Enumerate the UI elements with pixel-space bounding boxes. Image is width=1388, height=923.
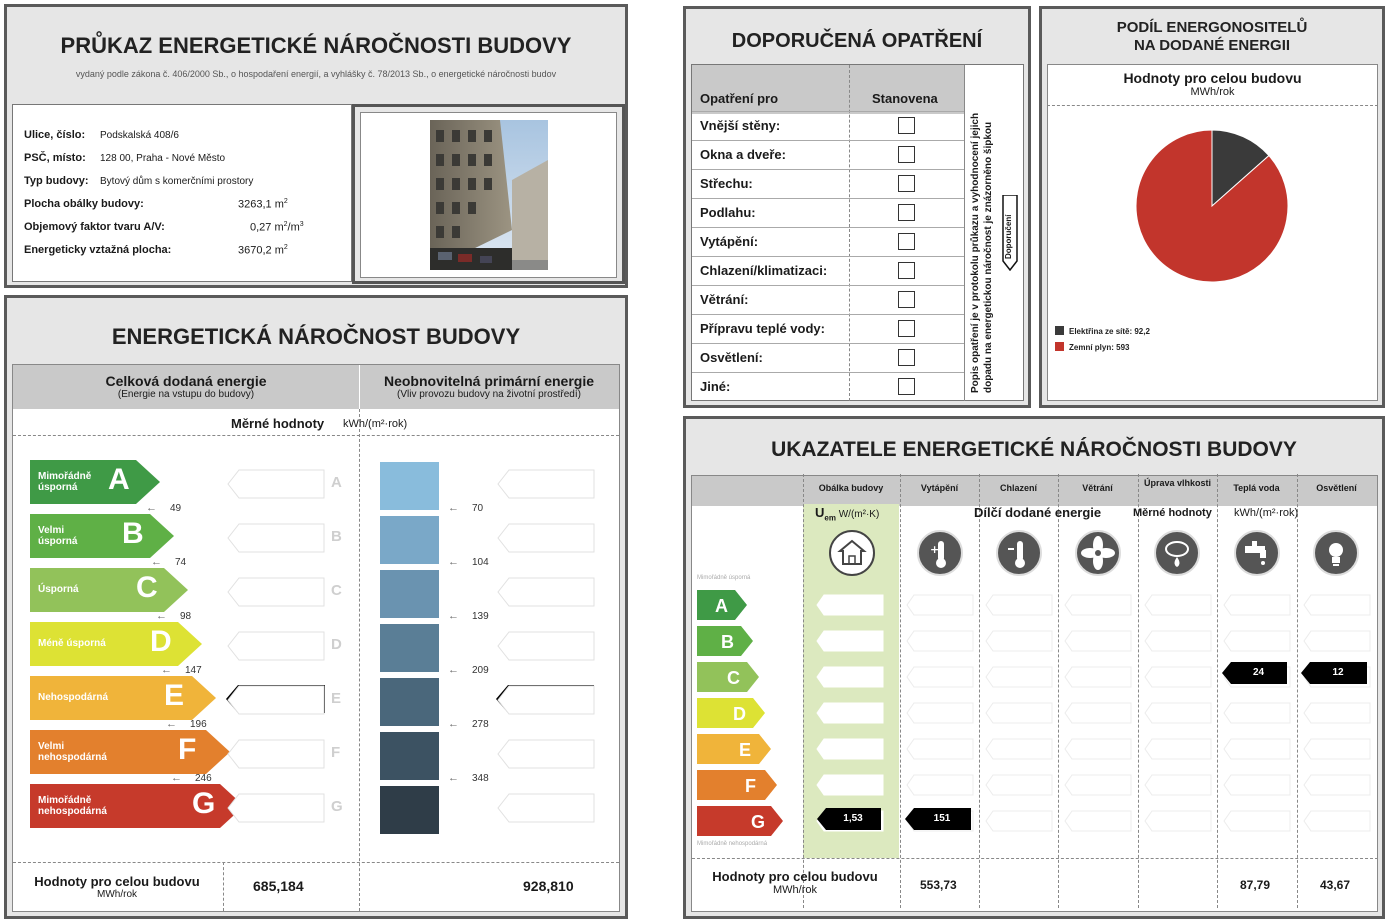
measure-row <box>692 140 964 169</box>
carriers-title: PODÍL ENERGONOSITELŮ NA DODANÉ ENERGII <box>1116 19 1308 54</box>
delivered-total: 685,184 <box>253 878 304 894</box>
measures-side-note: Popis opatření je v protokolu průkazu a vyhodnocení jejich dopadu na energetickou náročnost je znázorněno šipkou <box>970 112 994 393</box>
lighting-total: 43,67 <box>1320 878 1351 892</box>
indicator-column-heading: Větrání <box>1082 483 1113 493</box>
indicator-slot <box>985 774 1053 796</box>
primary-energy-band <box>380 678 439 726</box>
primary-class-slot <box>497 739 595 769</box>
ghost-class-letter: C <box>331 582 342 599</box>
primary-class-slot <box>497 631 595 661</box>
delivered-threshold: ← 147 <box>185 665 202 676</box>
indicator-class-arrow-e <box>697 734 771 764</box>
delivered-threshold: ← 98 <box>180 611 191 622</box>
measure-label: Okna a dveře: <box>700 147 786 162</box>
measure-row <box>692 256 964 285</box>
primary-threshold: ← 104 <box>472 557 489 568</box>
class-letter: F <box>178 733 197 766</box>
measure-label: Střechu: <box>700 176 753 191</box>
hot-water-value: 24 <box>1252 667 1265 678</box>
svg-text:B: B <box>721 632 734 652</box>
performance-table: Celková dodaná energie (Energie na vstupu do budovy) Neobnovitelná primární energie (Vliv provozu budovy na životní prostředí) Měrné hodnoty kWh/(m²·rok) Hodnoty pro celou budovu MWh/rok 685,184 928,810 <box>12 364 620 912</box>
recommended-label: Doporučení <box>1004 214 1013 259</box>
indicator-column-heading: Vytápění <box>920 483 959 493</box>
class-letter: D <box>150 625 172 658</box>
type-label: Typ budovy: <box>24 175 89 187</box>
indicator-slot <box>1064 630 1132 652</box>
svg-text:E: E <box>739 740 752 760</box>
delivered-threshold: ← 196 <box>190 719 207 730</box>
measure-checkbox[interactable] <box>898 146 915 163</box>
class-arrow-a <box>30 460 160 504</box>
measure-col-heading: Opatření pro <box>700 91 779 106</box>
measure-checkbox[interactable] <box>898 175 915 192</box>
primary-threshold: ← 348 <box>472 773 489 784</box>
class-letter: C <box>136 571 158 604</box>
indicator-slot <box>906 738 974 760</box>
class-letter: G <box>192 787 216 820</box>
class-arrow-g <box>30 784 244 828</box>
indicator-slot <box>1144 702 1212 724</box>
city-label: PSČ, místo: <box>24 152 86 164</box>
shape-label: Objemový faktor tvaru A/V: <box>24 221 165 233</box>
indicator-slot <box>1303 738 1371 760</box>
legend-label: Zemní plyn: 593 <box>1069 343 1130 352</box>
indicator-slot <box>1064 594 1132 616</box>
class-label: Mimořádně nehospodárná <box>38 795 107 817</box>
ghost-class-letter: F <box>331 744 341 761</box>
class-letter: A <box>108 463 130 496</box>
class-label: Velmi nehospodárná <box>38 741 107 763</box>
indicator-slot <box>1303 594 1371 616</box>
certificate-title: PRŮKAZ ENERGETICKÉ NÁROČNOSTI BUDOVY <box>60 33 572 58</box>
delivered-class-slot <box>227 631 325 661</box>
indicator-slot <box>1223 702 1291 724</box>
primary-energy-band <box>380 570 439 618</box>
measure-checkbox[interactable] <box>898 204 915 221</box>
delivered-class-slot <box>227 469 325 499</box>
measure-checkbox[interactable] <box>898 291 915 308</box>
partial-energy-label: Dílčí dodané energie <box>974 505 1102 520</box>
primary-class-slot <box>497 523 595 553</box>
primary-energy-band <box>380 624 439 672</box>
indicator-slot <box>816 594 884 616</box>
indicator-column-heading: Osvětlení <box>1316 483 1357 493</box>
svg-text:C: C <box>727 668 740 688</box>
legend-swatch <box>1055 342 1064 351</box>
indicator-slot <box>1303 630 1371 652</box>
indicator-slot <box>1223 594 1291 616</box>
building-photo <box>430 120 548 270</box>
ghost-class-letter: G <box>331 798 343 815</box>
delivered-threshold: ← 74 <box>175 557 186 568</box>
primary-class-slot <box>497 793 595 823</box>
measure-row <box>692 372 964 401</box>
measure-label: Větrání: <box>700 292 749 307</box>
type-value: Bytový dům s komerčními prostory <box>100 176 254 187</box>
envelope-value: 3263,1 $m^2$ <box>238 198 288 211</box>
scale-top-label: Mimořádně úsporná <box>697 575 751 581</box>
primary-threshold: ← 278 <box>472 719 489 730</box>
indicator-slot <box>1064 702 1132 724</box>
svg-text:A: A <box>715 596 728 616</box>
class-letter: B <box>122 517 144 550</box>
energy-carriers-panel <box>1039 6 1385 408</box>
indicator-slot <box>906 666 974 688</box>
indicator-slot <box>1144 810 1212 832</box>
measure-label: Vytápění: <box>700 234 759 249</box>
indicator-slot <box>985 702 1053 724</box>
shape-value: 0,27 $m^2/m^3$ <box>250 221 304 234</box>
indicators-specific-label: Měrné hodnoty <box>1133 507 1212 519</box>
legend-swatch <box>1055 326 1064 335</box>
measure-checkbox[interactable] <box>898 349 915 366</box>
measure-row <box>692 343 964 372</box>
indicator-column-heading: Úprava vlhkosti <box>1143 478 1212 488</box>
indicator-slot <box>1223 738 1291 760</box>
indicator-slot <box>1064 810 1132 832</box>
indicator-class-arrow-d <box>697 698 765 728</box>
humidity-icon <box>1154 530 1200 576</box>
delivered-class-slot <box>227 793 325 823</box>
indicator-slot <box>1303 702 1371 724</box>
primary-class-slot <box>497 469 595 499</box>
indicator-slot <box>816 702 884 724</box>
measure-checkbox[interactable] <box>898 117 915 134</box>
delivered-class-slot <box>227 577 325 607</box>
measure-label: Osvětlení: <box>700 350 763 365</box>
scale-bottom-label: Mimořádně nehospodárná <box>697 841 768 847</box>
street-label: Ulice, číslo: <box>24 129 86 141</box>
delivered-threshold: ← 246 <box>195 773 212 784</box>
primary-energy-band <box>380 462 439 510</box>
indicator-slot <box>1064 666 1132 688</box>
set-col-heading: Stanovena <box>872 91 938 106</box>
measure-label: Vnější stěny: <box>700 118 781 133</box>
indicator-slot <box>906 702 974 724</box>
ghost-class-letter: E <box>331 690 342 707</box>
indicator-slot <box>906 594 974 616</box>
measure-label: Podlahu: <box>700 205 756 220</box>
fan-icon <box>1075 530 1121 576</box>
indicator-class-arrow-c <box>697 662 759 692</box>
street-value: Podskalská 408/6 <box>100 130 179 141</box>
heating-value: 151 <box>933 813 951 824</box>
class-label: Méně úsporná <box>38 638 106 649</box>
performance-title: ENERGETICKÁ NÁROČNOST BUDOVY <box>111 324 521 349</box>
indicator-slot <box>1144 630 1212 652</box>
ghost-class-letter: A <box>331 474 342 491</box>
envelope-value: 1,53 <box>843 813 863 824</box>
measure-checkbox[interactable] <box>898 320 915 337</box>
measure-checkbox[interactable] <box>898 233 915 250</box>
measure-checkbox[interactable] <box>898 378 915 395</box>
primary-threshold: ← 139 <box>472 611 489 622</box>
indicator-slot <box>816 738 884 760</box>
energy-carriers-pie-chart <box>1047 106 1378 396</box>
indicator-slot <box>1144 666 1212 688</box>
primary-class-slot <box>497 685 595 715</box>
primary-total: 928,810 <box>523 878 574 894</box>
svg-text:G: G <box>751 812 766 832</box>
measure-label: Přípravu teplé vody: <box>700 321 825 336</box>
measure-row <box>692 227 964 256</box>
indicator-slot <box>1223 810 1291 832</box>
delivered-class-slot <box>227 523 325 553</box>
indicator-slot <box>1064 738 1132 760</box>
indicator-slot <box>985 594 1053 616</box>
indicator-slot <box>1144 738 1212 760</box>
indicators-specific-unit: kWh/(m²·rok) <box>1234 507 1299 519</box>
totals-label: Hodnoty pro celou budovu MWh/rok <box>34 874 200 900</box>
measure-row <box>692 111 964 140</box>
indicator-slot <box>985 630 1053 652</box>
indicator-class-arrow-b <box>697 626 753 656</box>
delivered-threshold: ← 49 <box>170 503 181 514</box>
lightbulb-icon <box>1313 530 1359 576</box>
building-info <box>12 104 352 282</box>
class-arrow-e <box>30 676 216 720</box>
indicator-slot <box>1064 774 1132 796</box>
indicator-slot <box>816 774 884 796</box>
measure-row <box>692 285 964 314</box>
svg-text:D: D <box>733 704 746 724</box>
thermometer-plus-icon <box>917 530 963 576</box>
indicator-slot <box>1303 774 1371 796</box>
indicator-slot <box>1223 774 1291 796</box>
area-value: 3670,2 $m^2$ <box>238 244 288 257</box>
class-arrow-f <box>30 730 230 774</box>
class-letter: E <box>164 679 185 712</box>
house-icon <box>829 530 875 576</box>
indicator-slot <box>906 630 974 652</box>
measure-label: Chlazení/klimatizaci: <box>700 263 828 278</box>
primary-class-slot <box>497 577 595 607</box>
primary-energy-heading: Neobnovitelná primární energie (Vliv provozu budovy na životní prostředí) <box>383 373 595 400</box>
primary-threshold: ← 70 <box>472 503 483 514</box>
building-photo-frame <box>352 104 625 284</box>
heating-total: 553,73 <box>920 878 957 892</box>
thermometer-minus-icon <box>996 530 1042 576</box>
primary-energy-band <box>380 786 439 834</box>
indicators-title: UKAZATELE ENERGETICKÉ NÁROČNOSTI BUDOVY <box>771 438 1297 461</box>
indicator-slot <box>985 666 1053 688</box>
indicator-slot <box>816 630 884 652</box>
envelope-label: Plocha obálky budovy: <box>24 198 144 210</box>
lighting-value: 12 <box>1332 667 1344 678</box>
delivered-class-slot <box>227 739 325 769</box>
class-arrow-c <box>30 568 188 612</box>
measure-checkbox[interactable] <box>898 262 915 279</box>
indicator-slot <box>1144 594 1212 616</box>
primary-energy-band <box>380 732 439 780</box>
measure-label: Jiné: <box>700 379 731 394</box>
indicators-totals-label: Hodnoty pro celou budovu MWh/rok <box>712 869 878 896</box>
area-label: Energeticky vztažná plocha: <box>24 244 172 256</box>
class-arrow-b <box>30 514 174 558</box>
indicator-slot <box>985 810 1053 832</box>
indicator-slot <box>906 774 974 796</box>
indicator-column-heading: Teplá voda <box>1233 483 1280 493</box>
primary-energy-band <box>380 516 439 564</box>
delivered-energy-heading: Celková dodaná energie (Energie na vstupu do budovy) <box>105 373 267 400</box>
ghost-class-letter: B <box>331 528 342 545</box>
indicator-class-arrow-f <box>697 770 777 800</box>
measure-row <box>692 198 964 227</box>
indicator-slot <box>985 738 1053 760</box>
indicator-slot <box>1144 774 1212 796</box>
certificate-header-panel <box>4 4 628 288</box>
indicator-slot <box>816 666 884 688</box>
class-arrow-d <box>30 622 202 666</box>
legend-label: Elektřina ze sítě: 92,2 <box>1069 327 1150 336</box>
svg-text:+: + <box>930 543 940 556</box>
uem-label: $U_{em}$ W/(m²·K) <box>815 505 880 523</box>
hot-water-total: 87,79 <box>1240 878 1271 892</box>
indicator-class-arrow-g <box>697 806 783 836</box>
delivered-class-slot <box>227 685 325 715</box>
measures-title: DOPORUČENÁ OPATŘENÍ <box>731 30 983 52</box>
ghost-class-letter: D <box>331 636 342 653</box>
svg-text:F: F <box>745 776 756 796</box>
certificate-subtitle: vydaný podle zákona č. 406/2000 Sb., o hospodaření energií, a vyhlášky č. 78/2013 Sb., o energetické náročnosti budov <box>75 69 557 79</box>
indicator-column-heading: Chlazení <box>999 483 1037 493</box>
pie-chart-unit: MWh/rok <box>1190 86 1235 98</box>
measure-row <box>692 314 964 343</box>
indicator-slot <box>1223 630 1291 652</box>
class-label: Velmi úsporná <box>38 525 78 547</box>
class-label: Nehospodárná <box>38 692 109 703</box>
measure-row <box>692 169 964 198</box>
indicator-class-arrow-a <box>697 590 747 620</box>
indicator-slot <box>1303 810 1371 832</box>
class-label: Mimořádně úsporná <box>38 471 92 493</box>
indicator-column-heading: Obálka budovy <box>818 483 884 493</box>
primary-threshold: ← 209 <box>472 665 489 676</box>
city-value: 128 00, Praha - Nové Město <box>100 153 226 164</box>
pie-chart-title: Hodnoty pro celou budovu <box>1123 70 1302 86</box>
class-label: Úsporná <box>38 584 79 595</box>
faucet-icon <box>1234 530 1280 576</box>
